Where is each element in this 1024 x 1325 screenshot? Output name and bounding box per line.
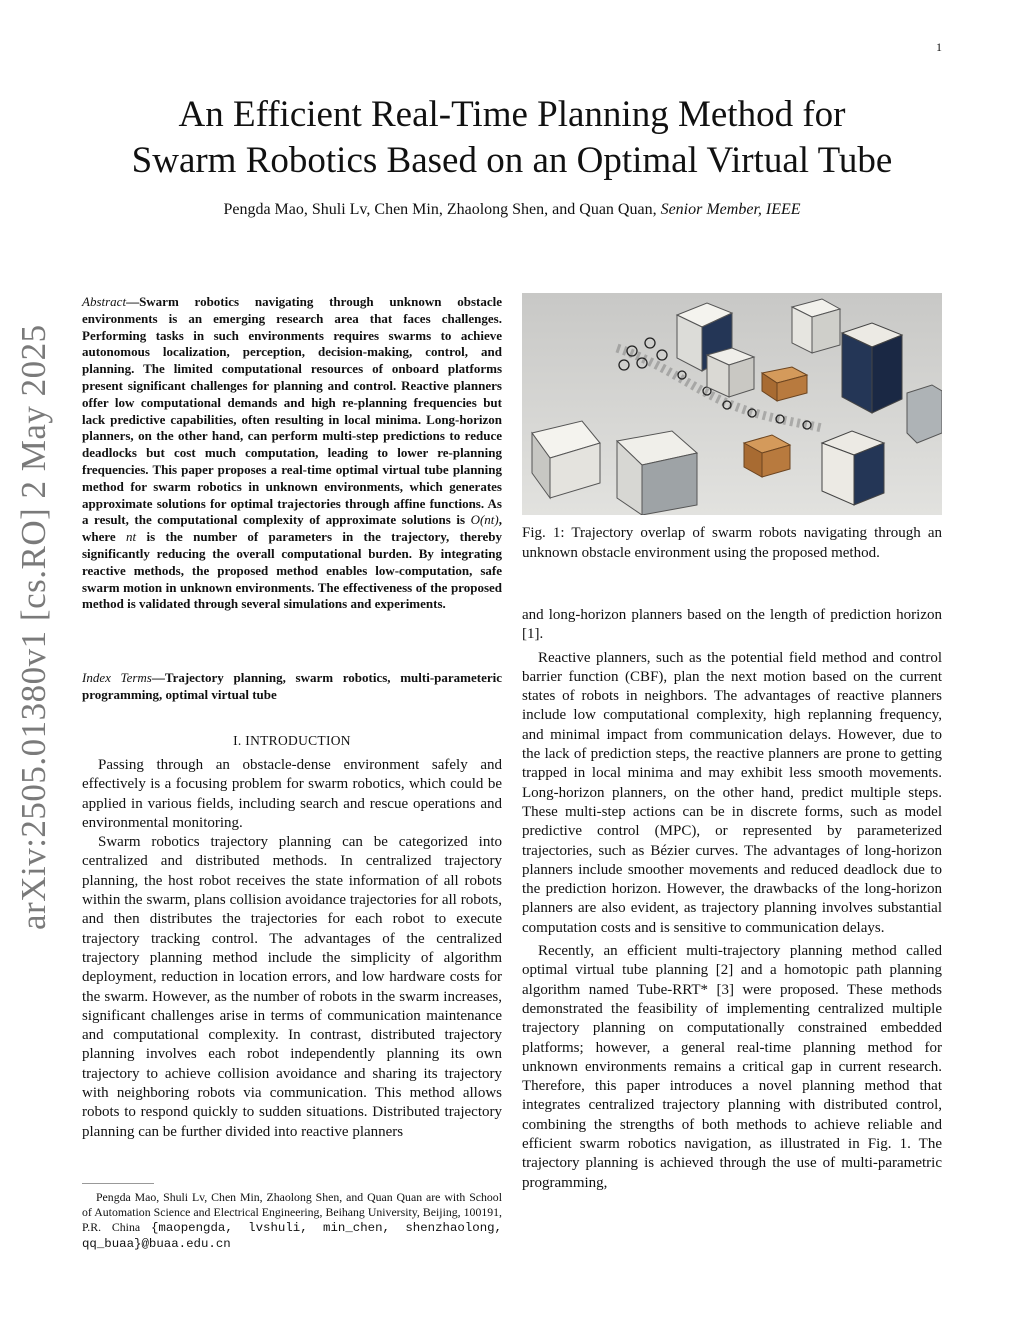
paragraph: and long-horizon planners based on the length of prediction horizon [1]. [522,607,942,643]
obstacle-box-grey-center [617,431,697,515]
paragraph: Swarm robotics trajectory planning can be categorized into centralized and distributed methods. In centralized trajectory planning, the host robot receives the state information of all robots within the swarm, plans collision avoidance trajectories for all robots, and then distributes the trajectories for each robot to execute trajectory tracking control. The advantages of the centralized trajectory planning method include the simplicity of algorithm deployment, reduction in location errors, and low hardware costs for the swarm. However, as the number of robots in the swarm increases, significant challenges arise in terms of communication maintenance and computational complexity. In contrast, distributed trajectory planning involves each robot independently planning its own trajectory to achieve collision avoidance and sharing its trajectory with neighboring robots via communication. This method allows robots to respond quickly to sudden situations. Distributed trajectory planning can be further divided into reactive planners [82,834,502,1140]
paragraph: Reactive planners, such as the potential field method and control barrier function (CBF), plan the next motion based on the current states of robots in neighbors. The advantages of reactive planners include low computational complexity, high replanning frequency, and minimal impact from communication delays. However, due to the lack of prediction steps, the reactive planners are prone to getting trapped in local minima and may exhibit less smooth movements. Long-horizon planners, on the other hand, predict multiple steps. These multi-step actions can be in discrete forms, such as model predictive control (MPC), or represented by parameterized trajectories, such as Bézier curves. The advantages of long-horizon planners include smoother movements and reduced deadlock due to the prediction horizon. However, the drawbacks of the long-horizon planners are also evident, as trajectory planning involves substantial computation costs and is sensitive to communication delays. [522,649,942,936]
abstract [82,294,502,613]
obstacle-box-navy-bottom [822,431,884,505]
obstacle-box-grey-far-right [907,385,942,443]
right-column-body [522,606,942,1193]
math-parameter: nt [126,529,137,545]
affiliation-footnote [82,1190,502,1252]
footnote-divider [82,1183,154,1184]
section-heading-introduction: I. INTRODUCTION [233,733,351,748]
abstract-text-3: is the number of parameters in the trajectory, thereby significantly reducing the overall computational burden. By integrating reactive methods, the proposed method enables low-computation, safe swarm motion in unknown environments. The effectiveness of the proposed method is validated through several simulations and experiments. [82,529,502,612]
figure-photo [522,293,942,515]
obstacle-box-cardboard-2 [744,435,790,477]
arxiv-identifier: arXiv:2505.01380v1 [cs.RO] 2 May 2025 [14,324,53,930]
title-line-1: An Efficient Real-Time Planning Method for [178,94,846,135]
page-number: 1 [936,40,942,54]
paper-title [60,92,964,184]
obstacle-box-white-mid [707,348,754,397]
abstract-label: Abstract [82,294,127,309]
author-membership: Senior Member, IEEE [660,201,801,218]
paragraph: Passing through an obstacle-dense environment safely and effectively is a focusing problem for swarm robotics, which could be applied in various fields, including search and rescue operations and environmental monitoring. [82,757,502,831]
swarm-robots-photo [522,293,942,515]
obstacle-box-white-right-top [792,299,840,353]
index-terms [82,670,502,704]
abstract-text-1: —Swarm robotics navigating through unknown obstacle environments is an emerging research area that faces challenges. Performing tasks in such environments requires swarms to achieve autonomous localization, perception, decision-making, control, and planning. The limited computational resources of onboard platforms present significant challenges for planning and control. Reactive planners offer low computational demands and high re-planning frequencies but lack predictive capabilities, often resulting in local minima. Long-horizon planners, on the other hand, can perform multi-step predictions to reduce deadlocks but cost much computation, leading to lower re-planning frequencies. This paper proposes a real-time optimal virtual tube planning method for swarm robotics in unknown environments, which generates approximate solutions for optimal trajectories through affine functions. As a result, the computational complexity of approximate solutions is [82,294,502,528]
introduction-body [82,756,502,1142]
title-line-2: Swarm Robotics Based on an Optimal Virtual Tube [131,140,893,181]
obstacle-box-white-left [532,421,600,498]
figure-caption: Fig. 1: Trajectory overlap of swarm robots navigating through an unknown obstacle environment using the proposed method. [522,525,942,561]
authors: Pengda Mao, Shuli Lv, Chen Min, Zhaolong Shen, and Quan Quan, [223,201,657,218]
index-terms-text: —Trajectory planning, swarm robotics, multi-parameteric programming, optimal virtual tube [82,670,502,702]
math-complexity: O(nt) [470,512,499,528]
footnote-text: Pengda Mao, Shuli Lv, Chen Min, Zhaolong Shen, and Quan Quan are with School of Automation Science and Electrical Engineering, Beihang University, Beijing, 100191, P.R. China [82,1190,502,1234]
index-terms-label: Index Terms [82,670,152,685]
obstacle-box-navy-right [842,323,902,413]
paragraph: Recently, an efficient multi-trajectory planning method called optimal virtual tube planning [2] and a homotopic path planning algorithm named Tube-RRT* [3] were proposed. These methods demonstrated the feasibility of implementing centralized multiple trajectory planning on computationally constrained embedded platforms; however, a general real-time planning method for unknown environments remains a critical gap in current research. Therefore, this paper introduces a novel planning method that integrates centralized trajectory planning with distributed control, combining the strengths of both methods to achieve reliable and efficient swarm robotics navigation, as illustrated in Fig. 1. The trajectory planning is achieved through the use of multi-parametric programming, [522,943,942,1191]
abstract-text-2: , where [82,512,502,545]
footnote-emails: {maopengda, lvshuli, min_chen, shenzhaolong, qq_buaa}@buaa.edu.cn [82,1221,502,1251]
author-list [60,201,964,219]
